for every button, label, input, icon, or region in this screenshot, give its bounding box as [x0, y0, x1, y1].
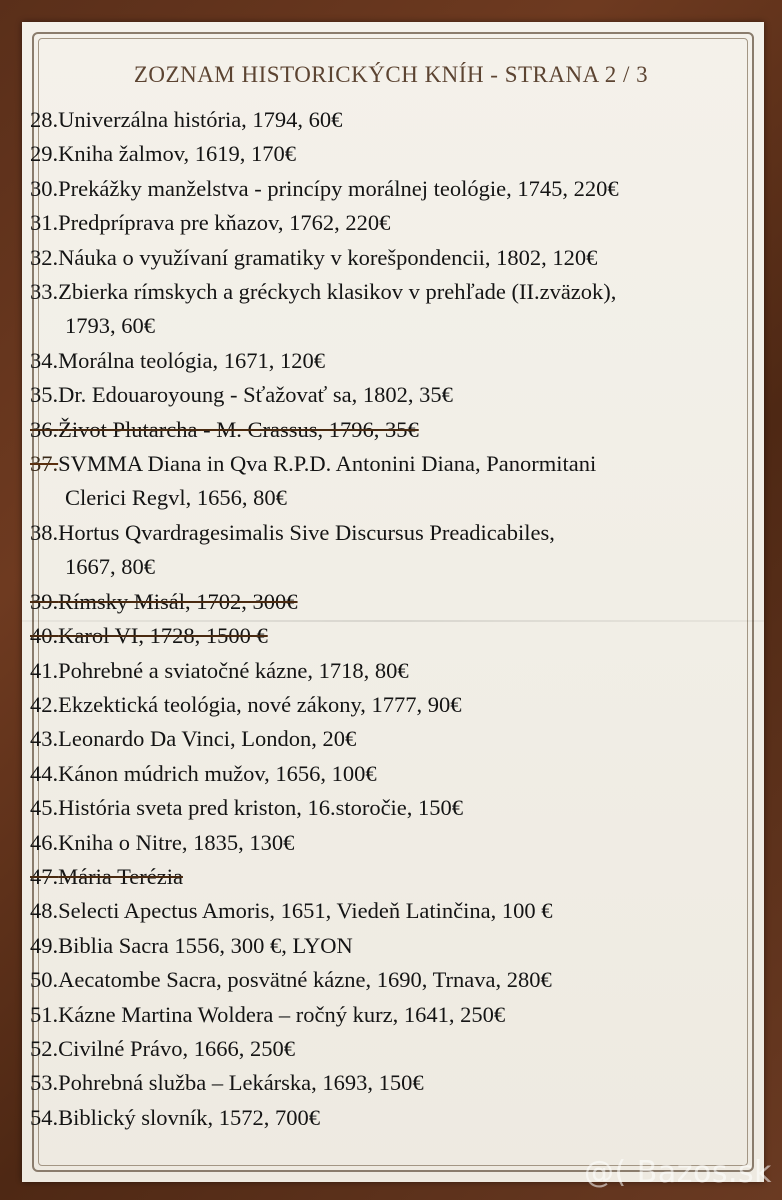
- item-text: Dr. Edouaroyoung - Sťažovať sa, 1802, 35€: [58, 382, 453, 408]
- item-number: 32.: [30, 244, 59, 270]
- list-item-line: [30, 757, 730, 791]
- list-item-line: [30, 241, 730, 275]
- list-item-line: [30, 413, 730, 447]
- list-item-line: [30, 516, 730, 550]
- item-text: Selecti Apectus Amoris, 1651, Viedeň Latinčina, 100 €: [58, 898, 553, 924]
- list-item-line: [30, 275, 730, 309]
- list-item-line: [30, 1101, 730, 1135]
- list-item-line: [30, 206, 730, 240]
- item-text: Mária Terézia: [58, 863, 183, 889]
- item-text: Prekážky manželstva - princípy morálnej teológie, 1745, 220€: [58, 175, 619, 201]
- item-text-continued: 1793, 60€: [65, 313, 155, 339]
- list-item: [30, 275, 730, 344]
- list-item: [30, 654, 730, 688]
- list-item-line: [30, 860, 730, 894]
- item-number: 40.: [30, 623, 59, 649]
- list-item-line: [30, 894, 730, 928]
- list-item: [30, 791, 730, 825]
- item-text: Náuka o využívaní gramatiky v korešpondencii, 1802, 120€: [58, 244, 598, 270]
- list-item-line: [30, 585, 730, 619]
- item-number: 53.: [30, 1070, 59, 1096]
- item-text: Morálna teológia, 1671, 120€: [58, 347, 325, 373]
- list-item-line: [30, 137, 730, 171]
- item-text-continued: 1667, 80€: [65, 554, 155, 580]
- list-item: [30, 929, 730, 963]
- watermark-logo: @( Bazos.sk: [584, 1155, 772, 1190]
- list-item: [30, 172, 730, 206]
- item-number: 42.: [30, 691, 59, 717]
- list-item: [30, 585, 730, 619]
- item-number: 28.: [30, 107, 59, 132]
- list-item: [30, 1032, 730, 1066]
- list-item: [30, 378, 730, 412]
- item-number: 31.: [30, 210, 59, 236]
- list-item: [30, 137, 730, 171]
- list-item-line: [30, 688, 730, 722]
- item-number: 38.: [30, 519, 59, 545]
- list-item-line: [30, 172, 730, 206]
- item-number: 47.: [30, 863, 59, 889]
- item-text: Život Plutarcha - M. Crassus, 1796, 35€: [58, 416, 419, 442]
- list-item: [30, 103, 730, 137]
- item-number: 39.: [30, 588, 59, 614]
- item-number: 41.: [30, 657, 59, 683]
- list-item: [30, 757, 730, 791]
- item-number: 52.: [30, 1035, 59, 1061]
- item-number: 34.: [30, 347, 59, 373]
- list-item: [30, 447, 730, 516]
- item-number: 37.: [30, 451, 59, 477]
- item-text: Biblia Sacra 1556, 300 €, LYON: [58, 932, 353, 958]
- item-number: 35.: [30, 382, 59, 408]
- book-list: [30, 103, 730, 1135]
- list-item-line: [30, 998, 730, 1032]
- item-text: Ekzektická teológia, nové zákony, 1777, 90€: [58, 691, 462, 717]
- list-item: [30, 826, 730, 860]
- item-number: 29.: [30, 141, 59, 167]
- list-item-line: [30, 447, 730, 481]
- page-title: ZOZNAM HISTORICKÝCH KNÍH - STRANA 2 / 3: [133, 62, 649, 87]
- list-item: [30, 894, 730, 928]
- item-number: 49.: [30, 932, 59, 958]
- list-item-line: [30, 791, 730, 825]
- list-item-line: [30, 654, 730, 688]
- list-item: [30, 619, 730, 653]
- list-item-line: [30, 722, 730, 756]
- list-item: [30, 1066, 730, 1100]
- item-number: 45.: [30, 795, 59, 821]
- item-text: História sveta pred kriston, 16.storočie, 150€: [58, 795, 464, 821]
- item-text: Biblický slovník, 1572, 700€: [58, 1104, 321, 1130]
- list-item-line: [30, 929, 730, 963]
- item-text: Univerzálna história, 1794, 60€: [58, 107, 343, 132]
- item-text: Pohrebná služba – Lekárska, 1693, 150€: [58, 1070, 424, 1096]
- list-item: [30, 344, 730, 378]
- item-text: Kázne Martina Woldera – ročný kurz, 1641, 250€: [58, 1001, 506, 1027]
- item-number: 30.: [30, 175, 59, 201]
- item-number: 46.: [30, 829, 59, 855]
- item-number: 33.: [30, 279, 59, 305]
- list-item: [30, 206, 730, 240]
- item-number: 51.: [30, 1001, 59, 1027]
- item-number: 54.: [30, 1104, 59, 1130]
- list-item: [30, 860, 730, 894]
- list-item: [30, 998, 730, 1032]
- list-item: [30, 688, 730, 722]
- item-text: Kniha žalmov, 1619, 170€: [58, 141, 297, 167]
- item-text: Pohrebné a sviatočné kázne, 1718, 80€: [58, 657, 409, 683]
- list-item-line: [30, 826, 730, 860]
- list-item-line: [30, 963, 730, 997]
- list-item: [30, 241, 730, 275]
- item-text: Karol VI, 1728, 1500 €: [58, 623, 268, 649]
- list-item: [30, 1101, 730, 1135]
- list-item-line: [30, 103, 730, 137]
- item-text: Kniha o Nitre, 1835, 130€: [58, 829, 295, 855]
- item-text: Rímsky Misál, 1702, 300€: [58, 588, 298, 614]
- list-item: [30, 516, 730, 585]
- item-text: Civilné Právo, 1666, 250€: [58, 1035, 295, 1061]
- item-text: Kánon múdrich mužov, 1656, 100€: [58, 760, 377, 786]
- list-item-line: [30, 344, 730, 378]
- list-item-line: [30, 1066, 730, 1100]
- list-item: [30, 963, 730, 997]
- list-item: [30, 413, 730, 447]
- list-item: [30, 722, 730, 756]
- item-text: SVMMA Diana in Qva R.P.D. Antonini Diana, Panormitani: [58, 451, 597, 477]
- item-text: Predpríprava pre kňazov, 1762, 220€: [58, 210, 391, 236]
- item-text: Hortus Qvardragesimalis Sive Discursus Preadicabiles,: [58, 519, 555, 545]
- item-number: 50.: [30, 967, 59, 993]
- item-number: 48.: [30, 898, 59, 924]
- list-item-line: [30, 378, 730, 412]
- item-number: 36.: [30, 416, 59, 442]
- item-number: 44.: [30, 760, 59, 786]
- item-text-continued: Clerici Regvl, 1656, 80€: [65, 485, 287, 511]
- item-number: 43.: [30, 726, 59, 752]
- item-text: Aecatombe Sacra, posvätné kázne, 1690, Trnava, 280€: [58, 967, 552, 993]
- list-item-line: [30, 1032, 730, 1066]
- item-text: Leonardo Da Vinci, London, 20€: [58, 726, 357, 752]
- item-text: Zbierka rímskych a gréckych klasikov v prehľade (II.zväzok),: [58, 279, 617, 305]
- list-item-line: [30, 619, 730, 653]
